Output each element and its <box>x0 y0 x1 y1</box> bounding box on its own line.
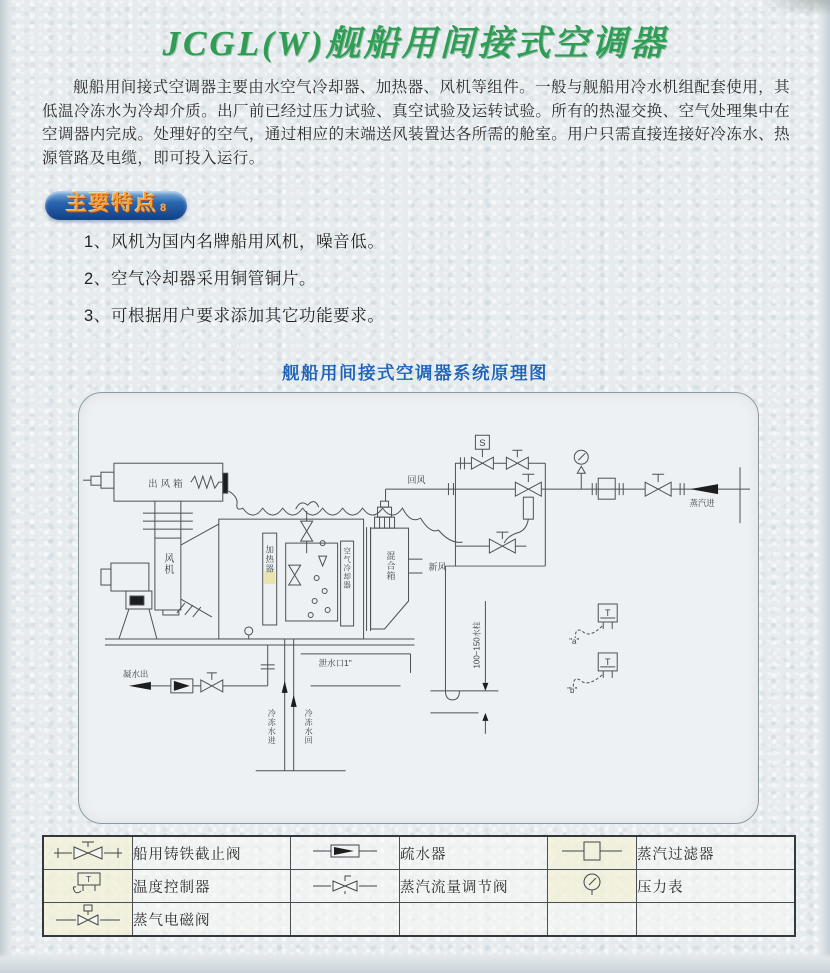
intro-paragraph: 舰船用间接式空调器主要由水空气冷却器、加热器、风机等组件。一般与舰船用冷水机组配套使用，其低温冷冻水为冷却介质。出厂前已经过压力试验、真空试验及运转试验。所有的热湿交换、空气处理集中在空调器内完成。处理好的空气，通过相应的末端送风装置达各所需的舱室。用户只需直接连接好冷冻水、热源管路及电缆，即可投入运行。 <box>42 79 790 167</box>
chilled-water-in-label: 冷冻水进 <box>267 708 277 745</box>
mixing-box <box>371 501 447 629</box>
heater-section <box>263 533 277 625</box>
condensate-line <box>123 645 275 693</box>
system-schematic-panel <box>78 392 759 824</box>
pressure-gauge-icon <box>548 870 637 903</box>
return-air-label: 回风 <box>407 475 426 486</box>
legend-label <box>637 903 796 937</box>
legend-label: 蒸汽过滤器 <box>637 836 796 870</box>
scan-edge-bottom <box>0 953 830 973</box>
sensor-b-label: "b" <box>567 685 578 695</box>
legend-label: 蒸气电磁阀 <box>133 903 291 937</box>
air-cooler-label: 空气冷却器 <box>342 547 352 590</box>
fan-motor <box>101 563 157 639</box>
heater-label: 加热器 <box>264 545 275 574</box>
flexible-duct <box>229 491 463 542</box>
air-outlet-box <box>83 463 228 501</box>
feature-item-2: 2、空气冷却器采用铜管铜片。 <box>84 270 317 288</box>
legend-empty-cell <box>548 903 637 937</box>
regulating-valve-icon <box>291 870 400 903</box>
features-badge-mark: 8 <box>159 201 167 214</box>
thermo-mark-a: T <box>604 607 611 618</box>
solenoid-valve-icon <box>43 903 133 937</box>
condensate-arrow <box>129 682 151 690</box>
steam-inlet-valve <box>645 474 671 496</box>
scan-edge-left <box>0 0 13 973</box>
chilled-water-return-label: 冷冻水回 <box>304 708 314 745</box>
legend-row <box>43 870 795 903</box>
legend-label: 船用铸铁截止阀 <box>133 836 291 870</box>
steam-regulating-valve <box>515 474 541 519</box>
legend-table-wrap <box>42 835 796 937</box>
solenoid-bypass <box>455 435 545 489</box>
steam-branch-loop <box>445 463 545 566</box>
steam-filter-symbol <box>598 478 615 499</box>
scan-corner-smudge <box>760 0 830 16</box>
fresh-air-label: 新风 <box>428 562 447 573</box>
features-badge <box>45 191 187 220</box>
feature-item-1: 1、风机为国内名牌船用风机，噪音低。 <box>84 233 385 251</box>
legend-table <box>42 835 796 937</box>
legend-row <box>43 836 795 870</box>
sensor-a-label: "a" <box>569 636 580 646</box>
temp-controller-icon <box>43 870 133 903</box>
drain-and-trap <box>301 566 499 734</box>
steam-piping <box>386 435 750 566</box>
air-cooler-section <box>341 527 371 631</box>
steam-trap-icon <box>291 836 400 870</box>
legend-label: 温度控制器 <box>133 870 291 903</box>
steam-in-label: 蒸汽进 <box>689 498 715 509</box>
mixing-box-label: 混合箱 <box>385 551 396 582</box>
legend-label <box>400 903 548 937</box>
system-schematic <box>79 393 758 823</box>
thermo-mark-b: T <box>604 656 611 667</box>
water-column-label: 100~150水柱 <box>472 621 482 669</box>
fan-assembly <box>143 501 219 617</box>
unit-base-frame <box>105 627 415 645</box>
diagram-title: 舰船用间接式空调器系统原理图 <box>282 363 548 383</box>
condensate-out-label: 凝水出 <box>122 668 149 679</box>
legend-label: 压力表 <box>637 870 796 903</box>
steam-in-arrow <box>690 484 718 494</box>
drain-port-label: 泄水口1" <box>318 657 352 668</box>
solenoid-mark: S <box>479 438 486 450</box>
features-badge-label: 主要特点 <box>65 191 158 215</box>
temperature-sensors <box>567 604 617 695</box>
scan-edge-right <box>818 0 830 973</box>
feature-item-3: 3、可根据用户要求添加其它功能要求。 <box>84 307 385 325</box>
air-outlet-box-label: 出风箱 <box>148 479 186 491</box>
features-list <box>84 228 684 339</box>
stop-valve-icon <box>43 836 133 870</box>
steam-filter-icon <box>548 836 637 870</box>
legend-row <box>43 903 795 937</box>
fan-label: 风机 <box>162 553 174 576</box>
legend-label: 疏水器 <box>400 836 548 870</box>
legend-empty-cell <box>291 903 400 937</box>
pressure-gauge <box>574 450 588 489</box>
legend-label: 蒸汽流量调节阀 <box>400 870 548 903</box>
svg-text:T: T <box>86 875 92 884</box>
page-title: JCGL(W)舰船用间接式空调器 <box>162 24 668 63</box>
